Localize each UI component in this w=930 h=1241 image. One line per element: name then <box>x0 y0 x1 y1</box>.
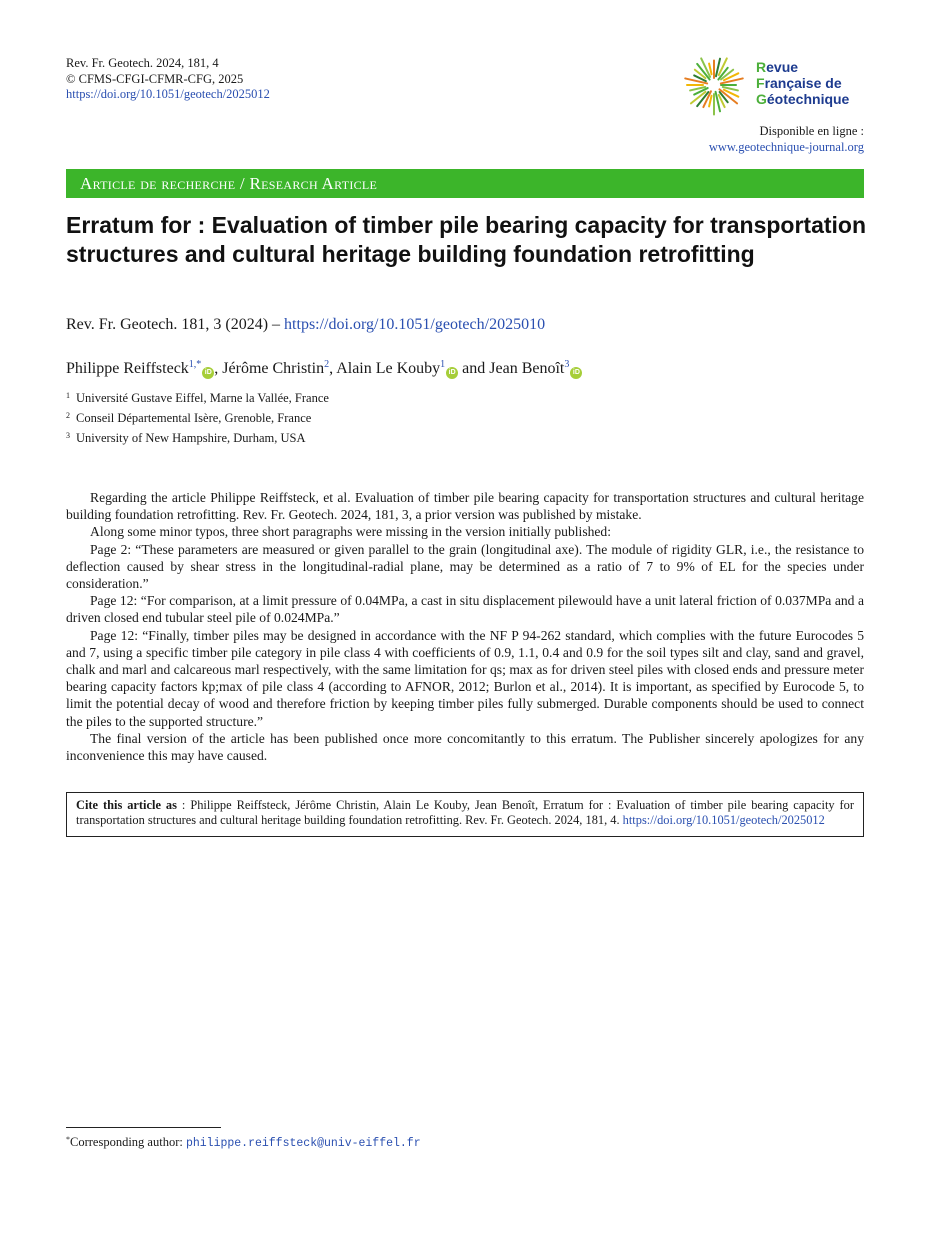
logo-ray <box>709 64 711 75</box>
corresponding-author-email-link[interactable]: philippe.reiffsteck@univ-eiffel.fr <box>185 1137 421 1150</box>
body-paragraph: Page 12: “Finally, timber piles may be designed in accordance with the NF P 94-262 standard, which complies with the future Eurocodes 5 and 7, using a specific timber pile category in pile class 4 with coefficients of 0.9, 1.1, 0.4 and 0.9 for the soil types silt and clay, sand and gravel, chalk and marl and calcareous marl respectively, with the same limitation for qs; max as for driven steel piles with closed ends and pressure meter bearing capacity factors kp;max of pile class 4 (according to AFNOR, 2012; Burlon et al., 2014). It is important, as specified by Eurocode 5, to limit the potential decay of wood and therefore friction by keeping timber piles fully submerged. Durable components should be used to connect the piles to the supported structure.” <box>66 627 864 729</box>
logo-ray <box>709 96 711 107</box>
affiliation-mark[interactable]: 2 <box>324 359 330 370</box>
author-name: Philippe Reiffsteck <box>66 360 189 377</box>
journal-logo <box>684 54 864 116</box>
affiliation-mark[interactable]: 1,* <box>188 359 202 370</box>
journal-reference: Rev. Fr. Geotech. 2024, 181, 4 <box>66 56 219 70</box>
body-paragraph: The final version of the article has been published once more concomitantly to this erratum. The Publisher sincerely apologizes for any inconvenience this may have caused. <box>66 730 864 764</box>
body-paragraph: Along some minor typos, three short paragraphs were missing in the version initially published: <box>90 524 612 540</box>
author-name: Alain Le Kouby <box>336 360 441 377</box>
affiliation-mark[interactable]: 1 <box>440 359 446 370</box>
journal-meta <box>66 56 270 103</box>
affiliation-item: $^2$ Conseil Départemental Isère, Grenoble, France <box>66 411 312 425</box>
body-paragraph: Regarding the article Philippe Reiffsteck, et al. Evaluation of timber pile bearing capacity for transportation structures and cultural heritage building foundation retrofitting. Rev. Fr. Geotech. 2024, 181, 3, a prior version was published by mistake. <box>66 490 864 523</box>
affiliation-mark[interactable]: 3 <box>564 359 570 370</box>
body-paragraph: Page 12: “For comparison, at a limit pressure of 0.04MPa, a cast in situ displacement pilewould have a unit lateral friction of 0.037MPa and a driven closed end tubular steel pile of 0.024MPa.” <box>66 593 864 626</box>
article-type-banner: Article de recherche / Research Article <box>66 169 864 198</box>
author-name: Jérôme Christin <box>222 360 325 377</box>
journal-website-link[interactable]: www.geotechnique-journal.org <box>708 140 864 154</box>
starburst-logo-icon <box>684 54 748 116</box>
footnote-divider <box>66 1127 221 1128</box>
article-doi-link[interactable]: https://doi.org/10.1051/geotech/2025012 <box>66 87 270 101</box>
affiliation-item: $^3$ University of New Hampshire, Durham, USA <box>66 431 306 445</box>
cite-this-article-box <box>66 792 864 837</box>
body-paragraph: Page 2: “These parameters are measured or given parallel to the grain (longitudinal axe). The module of rigidity GLR, i.e., the resistance to deflection caused by shear stress in the longitudinal-radial plane, may be determined as a ratio of 7 to 9% of EL for the species under consideration.” <box>66 541 864 592</box>
cite-doi-link[interactable]: https://doi.org/10.1051/geotech/2025012 <box>622 813 825 828</box>
cite-label: Cite this article as <box>76 798 177 812</box>
online-label: Disponible en ligne : <box>759 124 864 138</box>
erratum-body <box>66 489 864 764</box>
author-list: Philippe Reiffsteck$^{1,*}$iD , Jérôme Christin$^2$, Alain Le Kouby$^1$iD and Jean Benoît$^3$iD <box>66 354 582 380</box>
affiliation-item: $^1$ Université Gustave Eiffel, Marne la Vallée, France <box>66 391 329 405</box>
copyright: © CFMS-CFGI-CFMR-CFG, 2025 <box>66 71 244 86</box>
affiliations <box>66 387 329 447</box>
orcid-icon[interactable]: iD <box>446 367 458 379</box>
corresponding-author-footnote: *Corresponding author: philippe.reiffsteck@univ-eiffel.fr <box>66 1135 421 1150</box>
article-title: Erratum for : Evaluation of timber pile bearing capacity for transportation structures and cultural heritage building foundation retrofitting <box>66 212 867 267</box>
logo-wordmark: Revue Française de Géotechnique <box>756 59 850 107</box>
author-name: Jean Benoît <box>489 360 565 377</box>
original-article-doi-link[interactable]: https://doi.org/10.1051/geotech/2025010 <box>284 316 546 333</box>
orcid-icon[interactable]: iD <box>570 367 582 379</box>
original-article-citation: Rev. Fr. Geotech. 181, 3 (2024) – https://doi.org/10.1051/geotech/2025010 <box>66 316 546 333</box>
cite-text: : Philippe Reiffsteck, Jérôme Christin, Alain Le Kouby, Jean Benoît, Erratum for : Evaluation of timber pile bearing capacity for transportation structures and cultural heritage building foundation retrofitting. Rev. Fr. Geotech. 2024, 181, 4. <box>76 798 855 828</box>
online-availability <box>709 123 864 155</box>
orcid-icon[interactable]: iD <box>202 367 214 379</box>
